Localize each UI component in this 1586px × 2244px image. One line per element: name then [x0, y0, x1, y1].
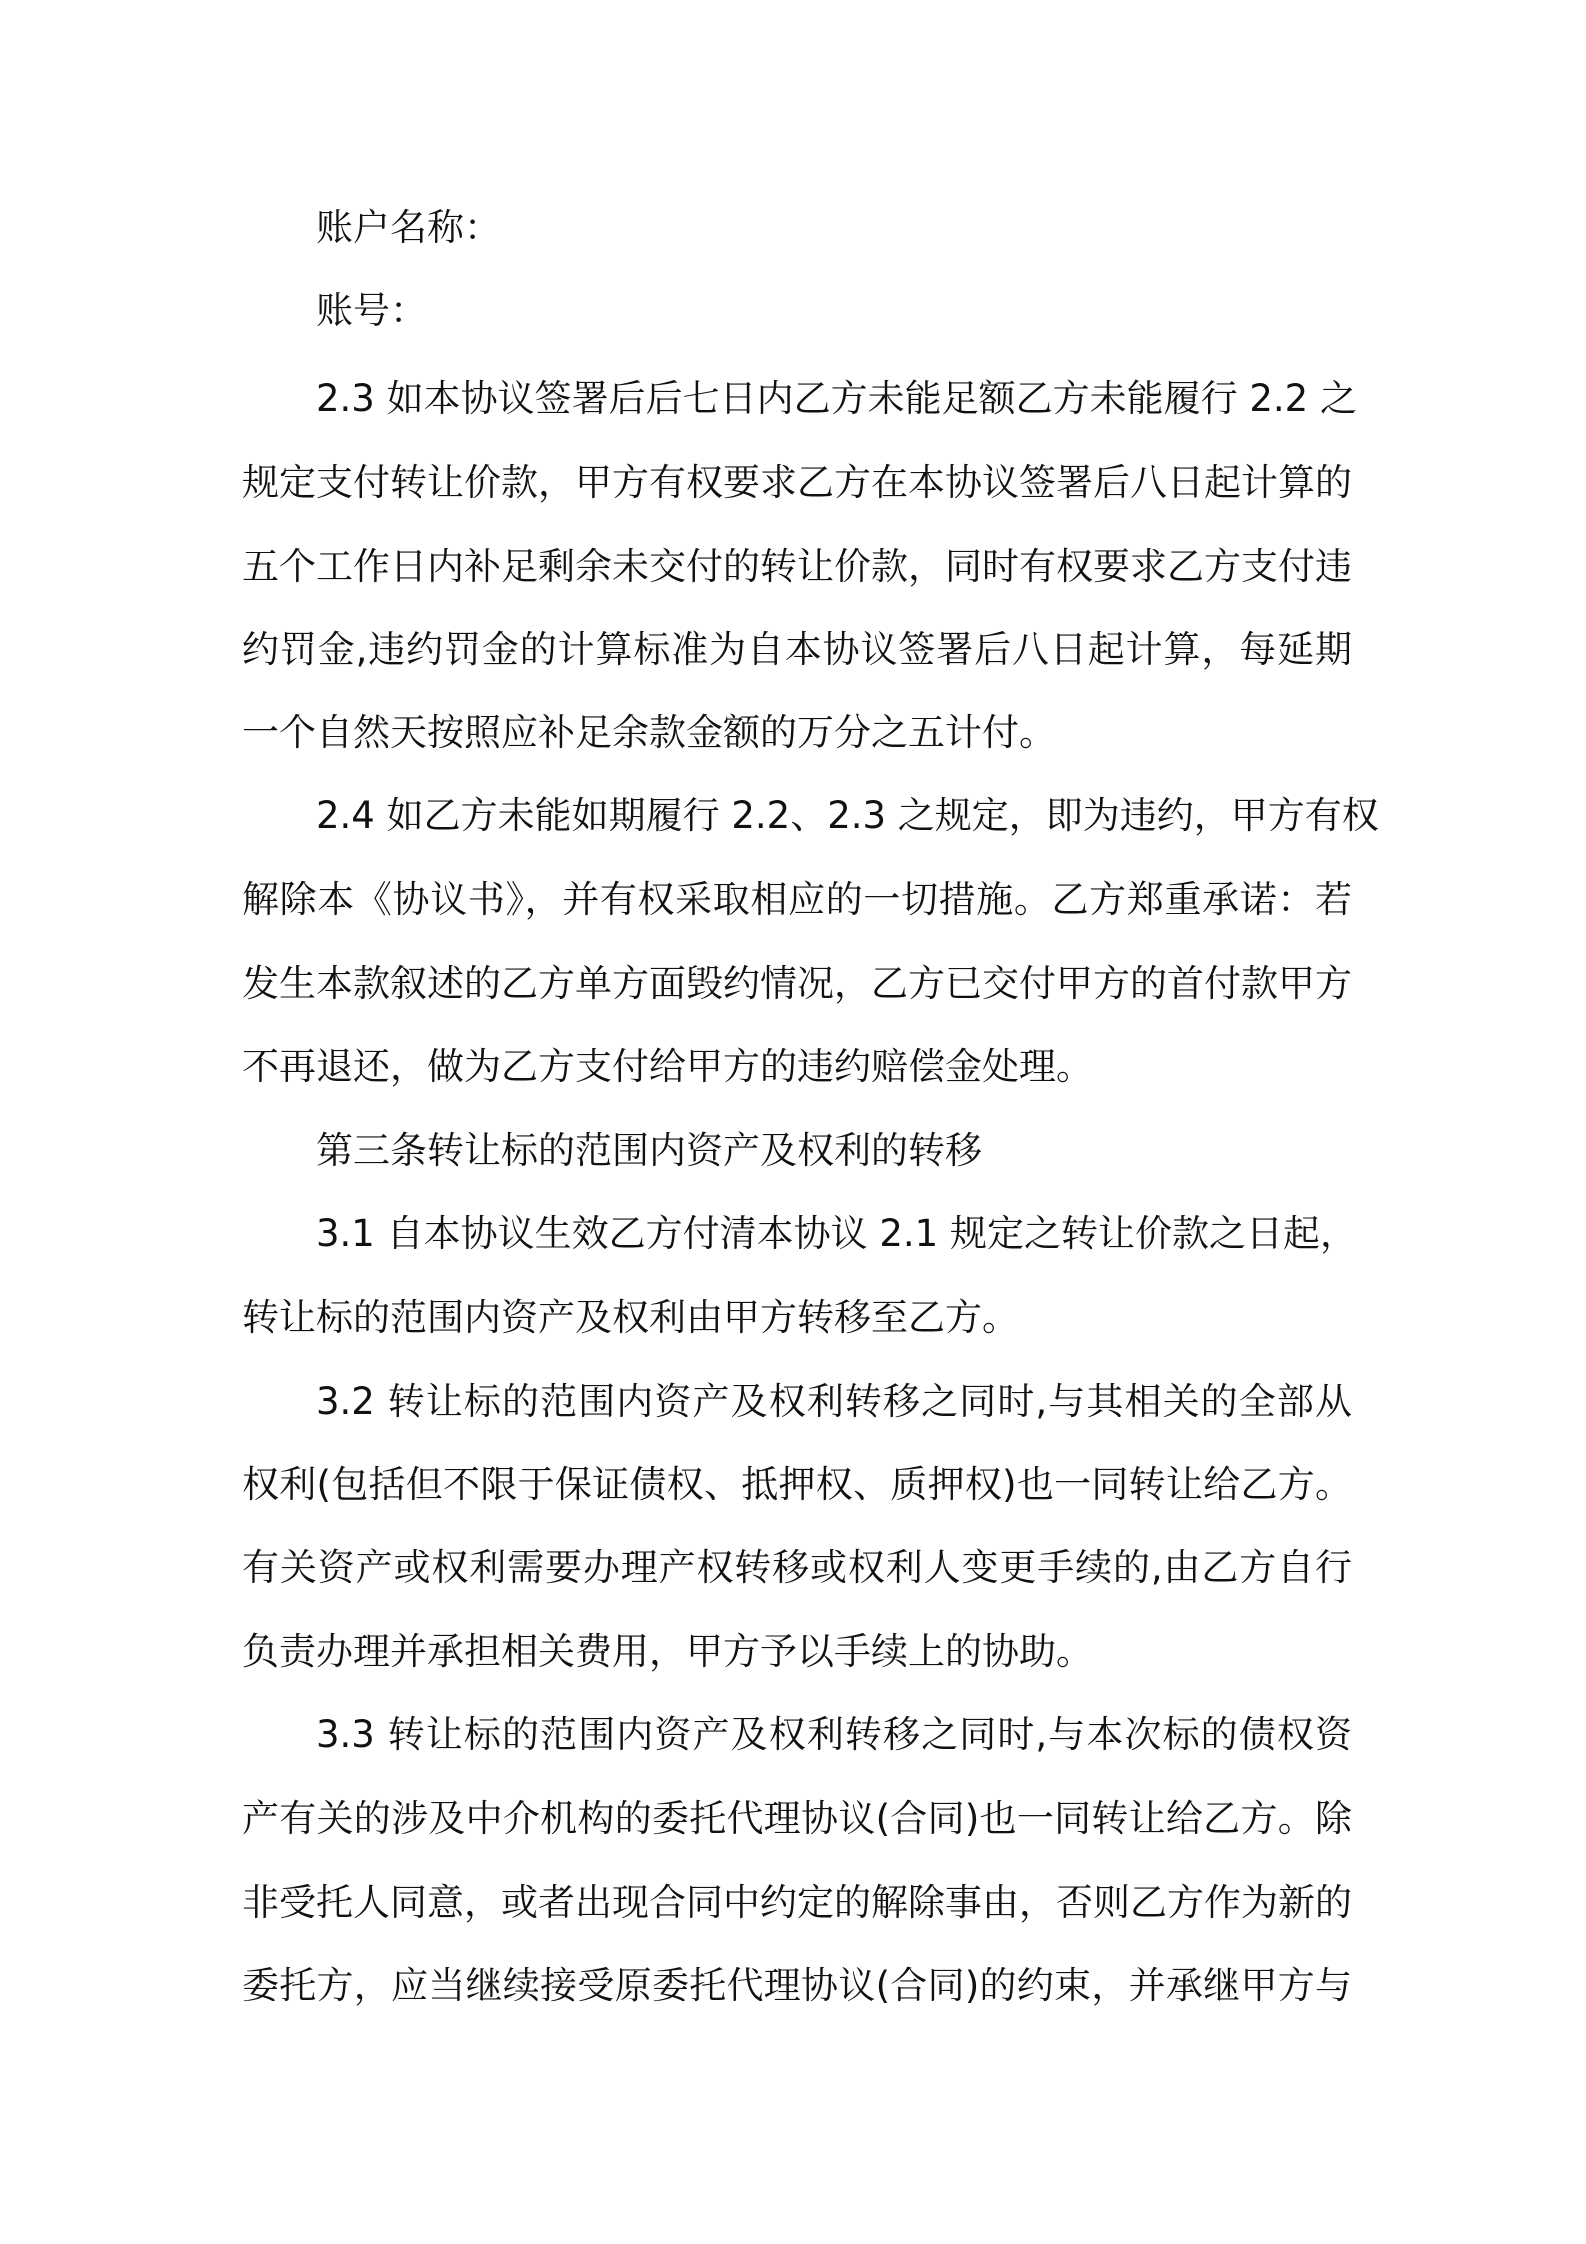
paragraph-3-3-line-3 [0, 1873, 1586, 1933]
text-line: 一个自然天按照应补足余款金额的万分之五计付。 [242, 711, 1056, 754]
account-number-label: 账号： [316, 289, 427, 332]
paragraph-2-4-line-3 [0, 954, 1586, 1014]
text-line: 不再退还，做为乙方支付给甲方的违约赔偿金处理。 [242, 1045, 1093, 1088]
text-line: 产有关的涉及中介机构的委托代理协议(合同)也一同转让给乙方。除 [242, 1797, 1352, 1840]
paragraph-2-4-line-2 [0, 870, 1586, 930]
paragraph-3-3-line-1 [0, 1705, 1586, 1765]
text-line: 非受托人同意，或者出现合同中约定的解除事由，否则乙方作为新的 [242, 1881, 1352, 1924]
paragraph-2-3-line-3 [0, 537, 1586, 597]
article-3-heading-line [0, 1121, 1586, 1181]
paragraph-3-1-line-1 [0, 1204, 1586, 1264]
paragraph-2-4-line-4 [0, 1037, 1586, 1097]
paragraph-3-2-line-4 [0, 1622, 1586, 1682]
account-name-label: 账户名称： [316, 206, 501, 249]
paragraph-3-3-line-4 [0, 1956, 1586, 2016]
text-line: 3.2 转让标的范围内资产及权利转移之同时,与其相关的全部从 [316, 1380, 1352, 1423]
paragraph-2-3-line-5 [0, 703, 1586, 763]
text-line: 转让标的范围内资产及权利由甲方转移至乙方。 [242, 1296, 1019, 1339]
paragraph-3-2-line-1 [0, 1372, 1586, 1432]
account-name-line [0, 198, 1586, 258]
paragraph-2-3-line-2 [0, 453, 1586, 513]
text-line: 有关资产或权利需要办理产权转移或权利人变更手续的,由乙方自行 [242, 1546, 1352, 1589]
paragraph-2-3-line-4 [0, 620, 1586, 680]
paragraph-2-4-line-1 [0, 786, 1586, 846]
paragraph-3-1-line-2 [0, 1288, 1586, 1348]
text-line: 权利(包括但不限于保证债权、抵押权、质押权)也一同转让给乙方。 [242, 1463, 1352, 1506]
paragraph-3-3-line-2 [0, 1789, 1586, 1849]
text-line: 3.3 转让标的范围内资产及权利转移之同时,与本次标的债权资 [316, 1713, 1352, 1756]
paragraph-3-2-line-3 [0, 1538, 1586, 1598]
text-line: 2.3 如本协议签署后后七日内乙方未能足额乙方未能履行 2.2 之 [316, 377, 1357, 420]
paragraph-2-3-line-1 [0, 369, 1586, 429]
text-line: 发生本款叙述的乙方单方面毁约情况，乙方已交付甲方的首付款甲方 [242, 962, 1352, 1005]
article-3-heading: 第三条转让标的范围内资产及权利的转移 [316, 1129, 982, 1172]
text-line: 3.1 自本协议生效乙方付清本协议 2.1 规定之转让价款之日起， [316, 1212, 1357, 1255]
account-number-line [0, 281, 1586, 341]
text-line: 解除本《协议书》，并有权采取相应的一切措施。乙方郑重承诺：若 [242, 878, 1352, 921]
text-line: 约罚金,违约罚金的计算标准为自本协议签署后八日起计算，每延期 [242, 628, 1352, 671]
text-line: 五个工作日内补足剩余未交付的转让价款，同时有权要求乙方支付违 [242, 545, 1352, 588]
text-line: 委托方，应当继续接受原委托代理协议(合同)的约束，并承继甲方与 [242, 1964, 1352, 2007]
text-line: 规定支付转让价款，甲方有权要求乙方在本协议签署后八日起计算的 [242, 461, 1352, 504]
paragraph-3-2-line-2 [0, 1455, 1586, 1515]
text-line: 2.4 如乙方未能如期履行 2.2、2.3 之规定，即为违约，甲方有权 [316, 794, 1379, 837]
text-line: 负责办理并承担相关费用，甲方予以手续上的协助。 [242, 1630, 1093, 1673]
